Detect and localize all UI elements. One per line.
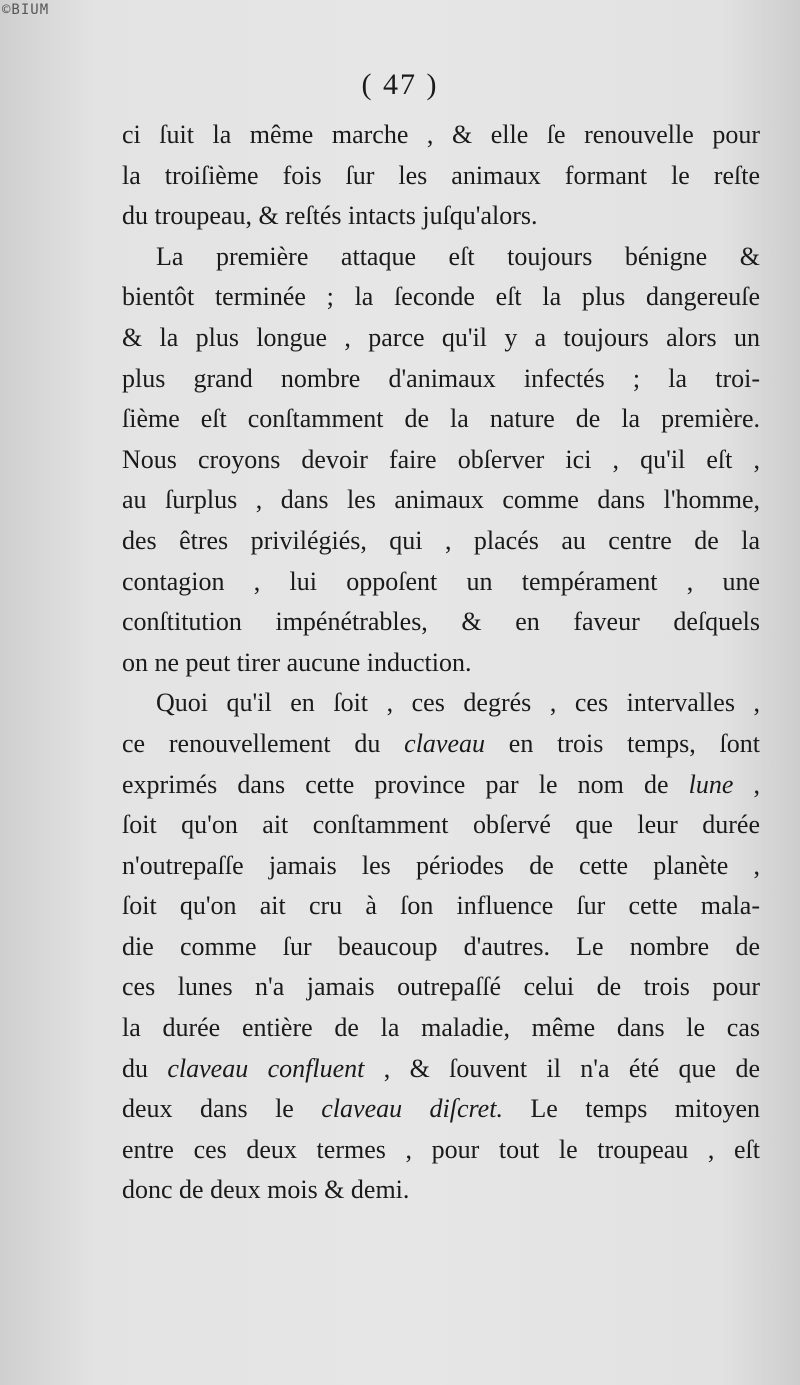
text-segment: entre ces deux termes , pour tout le troupeau , eſt xyxy=(122,1134,760,1164)
text-segment: bientôt terminée ; la ſeconde eſt la plus dangereuſe xyxy=(122,282,760,312)
text-segment: donc de deux mois & demi. xyxy=(122,1175,410,1205)
text-line xyxy=(122,967,760,1008)
text-line xyxy=(122,115,760,156)
text-line xyxy=(122,237,760,278)
text-segment: , xyxy=(733,769,761,799)
text-segment: La première attaque eſt toujours bénigne & xyxy=(156,241,760,271)
text-line xyxy=(122,683,760,724)
text-segment: ce renouvellement du xyxy=(122,728,405,758)
text-segment: plus grand nombre d'animaux infectés ; la troi- xyxy=(122,363,760,393)
text-segment: du troupeau, & reſtés intacts juſqu'alors. xyxy=(122,201,538,231)
text-line xyxy=(122,156,760,197)
text-segment: Le temps mitoyen xyxy=(502,1094,760,1124)
text-segment: n'outrepaſſe jamais les périodes de cette planète , xyxy=(122,850,760,880)
italic-term: claveau xyxy=(404,728,486,758)
text-segment: die comme ſur beaucoup d'autres. Le nombre de xyxy=(122,931,760,961)
text-line xyxy=(122,805,760,846)
text-line xyxy=(122,440,760,481)
text-line xyxy=(122,1170,760,1211)
body-text xyxy=(122,115,760,1211)
text-segment: Quoi qu'il en ſoit , ces degrés , ces intervalles , xyxy=(156,688,760,718)
text-line xyxy=(122,886,760,927)
watermark: ©BIUM xyxy=(2,2,50,18)
text-segment: la durée entière de la maladie, même dans le cas xyxy=(122,1013,760,1043)
text-line xyxy=(122,196,760,237)
text-line xyxy=(122,643,760,684)
text-line xyxy=(122,846,760,887)
text-line xyxy=(122,399,760,440)
italic-term: claveau confluent xyxy=(167,1053,365,1083)
italic-term: claveau diſcret. xyxy=(321,1094,503,1124)
text-segment: & la plus longue , parce qu'il y a toujours alors un xyxy=(122,322,760,352)
text-line xyxy=(122,1008,760,1049)
text-line xyxy=(122,1130,760,1171)
text-line xyxy=(122,480,760,521)
text-line xyxy=(122,318,760,359)
italic-term: lune xyxy=(688,769,734,799)
text-segment: ci ſuit la même marche , & elle ſe renouvelle pour xyxy=(122,120,760,149)
text-line xyxy=(122,1049,760,1090)
text-segment: , & ſouvent il n'a été que de xyxy=(364,1053,760,1083)
text-line xyxy=(122,765,760,806)
text-line xyxy=(122,562,760,603)
text-segment: des êtres privilégiés, qui , placés au centre de la xyxy=(122,525,760,555)
text-line xyxy=(122,521,760,562)
text-line xyxy=(122,724,760,765)
page-number: ( 47 ) xyxy=(361,68,439,101)
text-segment: contagion , lui oppoſent un tempérament , une xyxy=(122,566,760,596)
text-segment: conſtitution impénétrables, & en faveur deſquels xyxy=(122,607,760,637)
text-segment: ces lunes n'a jamais outrepaſſé celui de trois pour xyxy=(122,972,760,1002)
text-segment: Nous croyons devoir faire obſerver ici , qu'il eſt , xyxy=(122,444,760,474)
text-line xyxy=(122,602,760,643)
text-segment: du xyxy=(122,1053,168,1083)
text-segment: on ne peut tirer aucune induction. xyxy=(122,647,472,677)
text-segment: deux dans le xyxy=(122,1094,322,1124)
text-segment: au ſurplus , dans les animaux comme dans l'homme, xyxy=(122,485,760,515)
text-segment: ſoit qu'on ait cru à ſon influence ſur cette mala- xyxy=(122,891,760,921)
text-line xyxy=(122,359,760,400)
text-segment: en trois temps, ſont xyxy=(485,728,760,758)
text-segment: la troiſième fois ſur les animaux formant le reſte xyxy=(122,160,760,190)
text-line xyxy=(122,277,760,318)
text-segment: ſième eſt conſtamment de la nature de la première. xyxy=(122,404,760,434)
text-segment: exprimés dans cette province par le nom de xyxy=(122,769,689,799)
text-segment: ſoit qu'on ait conſtamment obſervé que leur durée xyxy=(122,810,760,840)
text-line xyxy=(122,927,760,968)
text-line xyxy=(122,1089,760,1130)
